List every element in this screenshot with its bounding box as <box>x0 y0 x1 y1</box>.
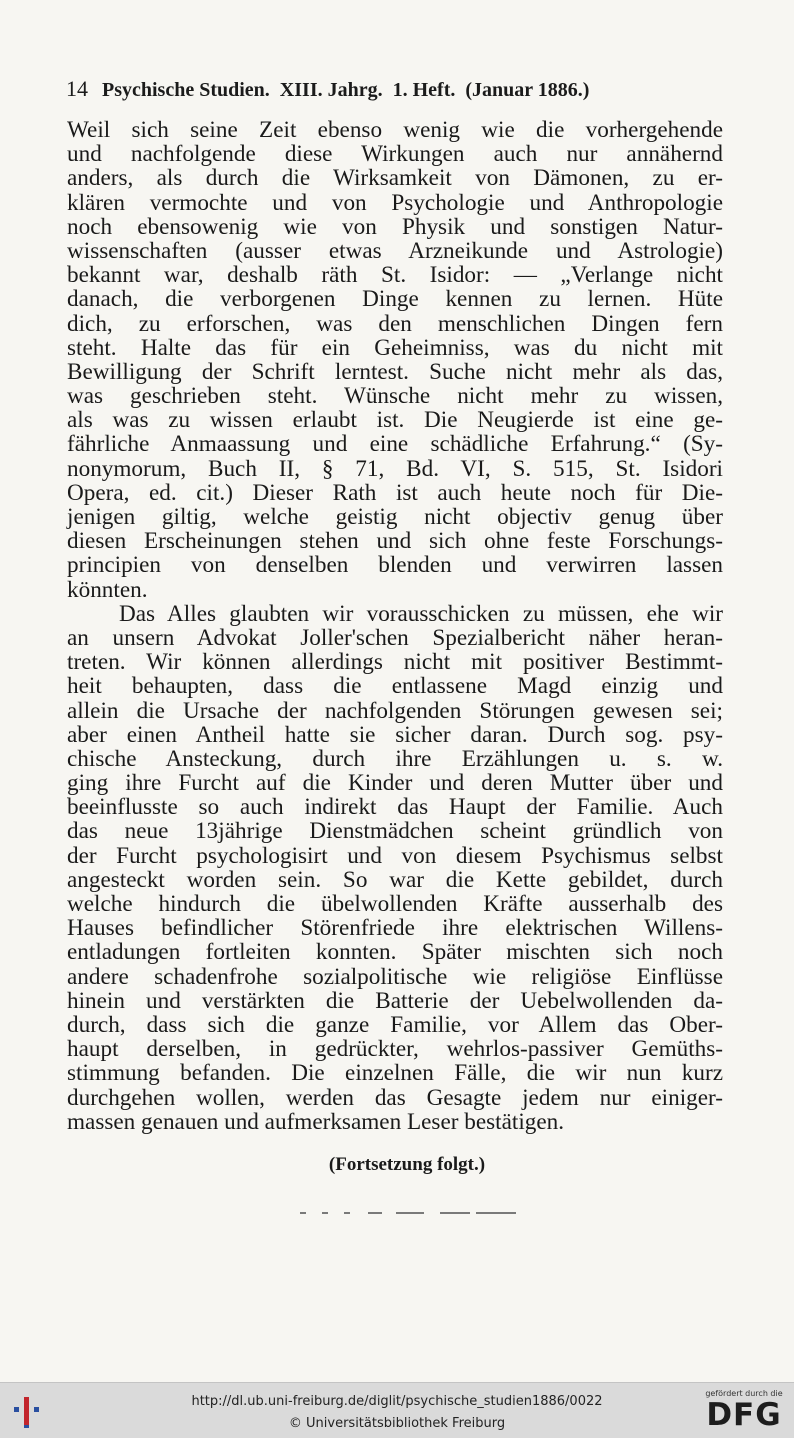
continuation-note: (Fortsetzung folgt.) <box>328 1154 486 1175</box>
text-line: fährliche Anmaassung und eine schädliche Erfahrung.“ (Sy- <box>67 431 723 458</box>
text-line: danach, die verborgenen Dinge kennen zu lernen. Hüte <box>67 286 723 313</box>
dfg-logo[interactable] <box>700 1389 788 1435</box>
text-line: als was zu wissen erlaubt ist. Die Neugierde ist eine ge- <box>67 407 723 434</box>
copyright-text: © Universitätsbibliothek Freiburg <box>288 1416 506 1431</box>
text-line: allein die Ursache der nachfolgenden Störungen gewesen sei; <box>67 697 723 724</box>
text-line: angesteckt worden sein. So war die Kette gebildet, durch <box>67 866 723 893</box>
viewer-footer <box>0 1382 794 1438</box>
text-line: was geschrieben steht. Wünsche nicht mehr zu wissen, <box>67 383 723 410</box>
text-line: andere schadenfrohe sozialpolitische wie religiöse Einflüsse <box>67 963 723 990</box>
text-line: anders, als durch die Wirksamkeit von Dämonen, zu er- <box>67 165 723 192</box>
text-line: wissenschaften (ausser etwas Arzneikunde und Astrologie) <box>67 237 723 264</box>
text-line: jenigen giltig, welche geistig nicht objectiv genug über <box>67 504 723 530</box>
text-line: entladungen fortleiten konnten. Später mischten sich noch <box>67 939 723 966</box>
end-ornament <box>300 1212 516 1216</box>
text-line: Opera, ed. cit.) Dieser Rath ist auch heute noch für Die- <box>67 479 723 506</box>
running-header <box>66 76 670 102</box>
text-line: diesen Erscheinungen stehen und sich ohne feste Forschungs- <box>67 528 723 555</box>
text-line: noch ebensowenig wie von Physik und sonstigen Natur- <box>67 213 723 240</box>
text-line: bekannt war, deshalb räth St. Isidor: — „Verlange nicht <box>67 262 723 289</box>
text-line: Das Alles glaubten wir vorausschicken zu müssen, ehe wir <box>119 600 723 627</box>
source-url-link[interactable]: http://dl.ub.uni-freiburg.de/diglit/psychische_studien1886/0022 <box>191 1394 603 1409</box>
text-line: Hauses befindlicher Störenfriede ihre elektrischen Willens- <box>67 915 723 942</box>
text-line: und nachfolgende diese Wirkungen auch nur annähernd <box>67 141 723 168</box>
text-line: haupt derselben, in gedrückter, wehrlos-passiver Gemüths- <box>67 1036 723 1063</box>
text-line: das neue 13jährige Dienstmädchen scheint gründlich von <box>67 818 723 845</box>
text-line: ging ihre Furcht auf die Kinder und deren Mutter über und <box>67 770 723 797</box>
funding-note: gefördert durch die <box>705 1389 783 1398</box>
running-title: Psychische Studien. XIII. Jahrg. 1. Heft. (Januar 1886.) <box>102 79 590 101</box>
text-line: Bewilligung der Schrift lerntest. Suche nicht mehr als das, <box>67 358 723 385</box>
dfg-logo-text: DFG <box>706 1397 782 1433</box>
text-line: beeinflusste so auch indirekt das Haupt der Familie. Auch <box>67 794 723 821</box>
text-line: durch, dass sich die ganze Familie, vor Allem das Ober- <box>67 1011 723 1038</box>
text-line: aber einen Antheil hatte sie sicher daran. Durch sog. psy- <box>67 721 723 748</box>
text-line: klären vermochte und von Psychologie und Anthropologie <box>67 189 723 216</box>
text-line: massen genauen und aufmerksamen Leser bestätigen. <box>67 1108 565 1135</box>
text-line: chische Ansteckung, durch ihre Erzählungen u. s. w. <box>67 745 723 772</box>
text-line: hinein und verstärkten die Batterie der Uebelwollenden da- <box>67 987 723 1014</box>
text-line: dich, zu erforschen, was den menschlichen Dingen fern <box>67 310 723 337</box>
text-line: an unsern Advokat Joller'schen Spezialbericht näher heran- <box>67 624 723 651</box>
text-line: welche hindurch die übelwollenden Kräfte ausserhalb des <box>67 891 723 917</box>
body-text <box>67 118 723 1134</box>
text-line: durchgehen wollen, werden das Gesagte jedem nur einiger- <box>67 1084 723 1111</box>
text-line: Weil sich seine Zeit ebenso wenig wie die vorhergehende <box>67 117 723 143</box>
text-line: stimmung befanden. Die einzelnen Fälle, die wir nun kurz <box>67 1060 723 1087</box>
text-line: steht. Halte das für ein Geheimniss, was du nicht mit <box>67 334 723 361</box>
text-line: heit behaupten, dass die entlassene Magd einzig und <box>67 673 723 700</box>
text-line: treten. Wir können allerdings nicht mit positiver Bestimmt- <box>67 649 723 676</box>
text-line: könnten. <box>67 576 148 603</box>
page-number: 14 <box>66 76 88 101</box>
text-line: nonymorum, Buch II, § 71, Bd. VI, S. 515, St. Isidori <box>67 455 723 482</box>
text-line: der Furcht psychologisirt und von diesem Psychismus selbst <box>67 842 723 869</box>
text-line: principien von denselben blenden und verwirren lassen <box>67 552 723 579</box>
